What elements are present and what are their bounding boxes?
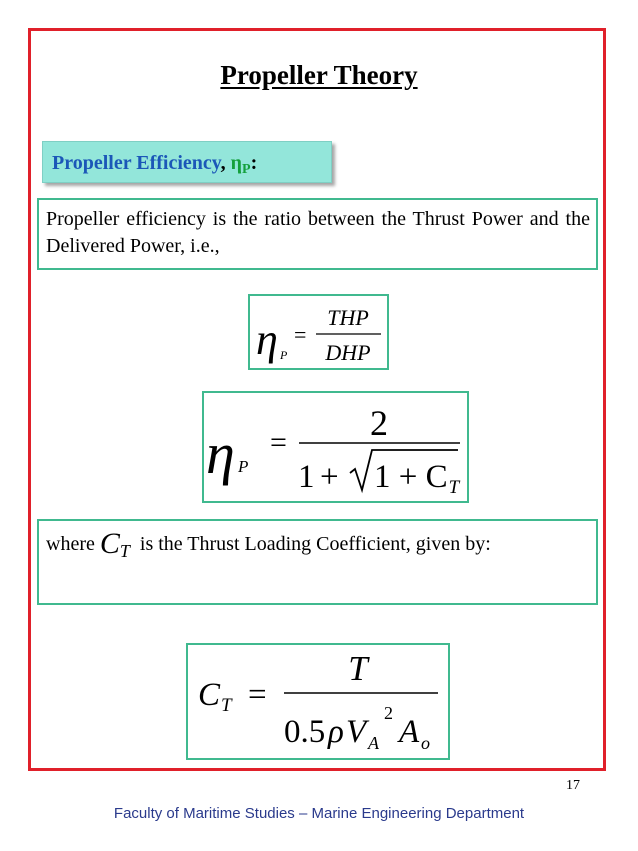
denominator-coefficient: 0.5 xyxy=(284,714,326,750)
formula-thrust-loading-svg xyxy=(188,645,448,758)
eta-subscript: P xyxy=(280,348,288,362)
velocity-exponent: 2 xyxy=(384,703,393,723)
numerator-thp: THP xyxy=(327,305,369,330)
where-prefix: where xyxy=(46,533,95,555)
denominator-dhp: DHP xyxy=(325,340,371,365)
area-symbol: A xyxy=(399,714,420,750)
efficiency-symbol: η xyxy=(230,152,243,174)
equals-sign: = xyxy=(270,426,287,459)
area-subscript: o xyxy=(421,733,430,753)
equals-sign: = xyxy=(294,322,307,347)
formula-thrust-loading xyxy=(186,643,450,760)
eta-symbol: η xyxy=(206,421,235,486)
velocity-symbol: V xyxy=(346,714,367,750)
definition-box xyxy=(37,198,598,270)
ct-subscript: T xyxy=(221,695,232,716)
equals-sign: = xyxy=(248,677,267,713)
where-box xyxy=(37,519,598,605)
velocity-subscript: A xyxy=(368,733,379,753)
radicand: 1 + CT xyxy=(374,459,460,498)
formula-efficiency-ct xyxy=(202,391,469,503)
numerator-t: T xyxy=(348,649,368,688)
where-suffix: is the Thrust Loading Coefficient, given by: xyxy=(134,533,491,555)
footer: Faculty of Maritime Studies – Marine Engineering Department xyxy=(113,805,525,822)
page-number: 17 xyxy=(566,778,580,793)
efficiency-label-colon: : xyxy=(250,152,258,174)
formula-efficiency-ratio-svg xyxy=(250,296,387,368)
eta-symbol: η xyxy=(256,315,278,364)
formula-efficiency-ct-svg xyxy=(204,393,467,501)
denominator-one: 1 xyxy=(298,459,315,495)
numerator-two: 2 xyxy=(370,403,388,443)
definition-text: Propeller efficiency is the ratio between the Thrust Power and the Delivered Power, i.e., xyxy=(46,208,590,257)
ct-subscript: T xyxy=(119,541,130,561)
efficiency-symbol-subscript: P xyxy=(242,162,251,177)
ct-symbol: C xyxy=(99,527,120,560)
rho-symbol: ρ xyxy=(328,714,344,750)
efficiency-label-text: Propeller Efficiency xyxy=(52,152,221,174)
page-title: Propeller Theory xyxy=(220,60,418,90)
efficiency-label-comma: , xyxy=(220,152,231,174)
formula-efficiency-ratio xyxy=(248,294,389,370)
denominator-plus: + xyxy=(320,459,339,495)
ct-symbol: C xyxy=(198,677,221,713)
eta-subscript: P xyxy=(238,457,249,476)
efficiency-label xyxy=(42,141,332,183)
where-text xyxy=(39,521,596,561)
